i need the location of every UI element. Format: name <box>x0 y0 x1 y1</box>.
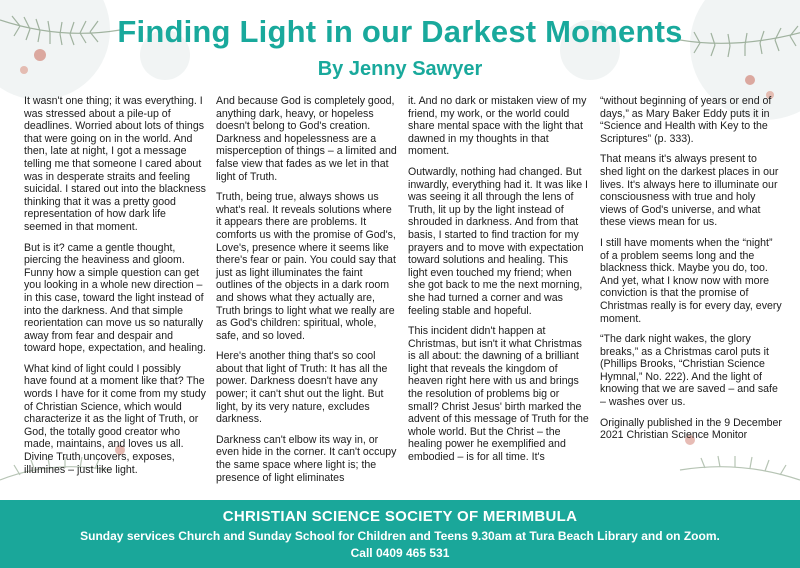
article-paragraph: I still have moments when the “night” of a problem seems long and the blackness thick. Maybe you do, too. And yet, what I know now with more conviction is that the promise of Christmas really is for every day, every moment. <box>600 236 782 325</box>
publication-note: Originally published in the 9 December 2021 Christian Science Monitor <box>600 416 782 442</box>
article-paragraph: Darkness can't elbow its way in, or even hide in the corner. It can't occupy the same space where light is; the presence of light eliminates <box>216 433 397 484</box>
service-times: Sunday services Church and Sunday School for Children and Teens 9.30am at Tura Beach Library and on Zoom. <box>80 529 720 543</box>
article-paragraph: It wasn't one thing; it was everything. I was stressed about a pile-up of deadlines. Worried about lots of things that were going on in the world. And then, late at night, I got a message telling me that someone I cared about was in desperate straits and feeling suicidal. I stared out into the blackness thinking that it was a pretty good representation of how dark life seemed in that moment. <box>24 95 206 233</box>
article-columns <box>24 95 782 495</box>
article-column-4 <box>600 95 782 495</box>
article-column-3 <box>408 95 590 495</box>
article-title: Finding Light in our Darkest Moments <box>117 14 683 49</box>
article-paragraph: Here's another thing that's so cool about that light of Truth: It has all the power. Darkness doesn't have any power; it can't shut out the light. But light, by its very nature, excludes darkness. <box>216 350 388 426</box>
article-paragraph: This incident didn't happen at Christmas, but isn't it what Christmas is all about: the dawning of a brilliant light that reveals the kingdom of heaven right here with us and brings the resolution of problems big or small? Christ Jesus' birth marked the advent of this message of Truth for the whole world. But the Christ – the healing power he exemplified and embodied – is for all time. It's <box>408 325 589 464</box>
article-paragraph: Truth, being true, always shows us what's real. It reveals solutions where it appears there are problems. It comforts us with the promise of God's, Love's, presence where it seems like there's fear or pain. You could say that just as light illuminates the faint outlines of the objects in a dark room and shows what they actually are, Truth brings to light what we really are as God's children: spiritual, whole, safe, and so loved. <box>216 191 396 342</box>
article-paragraph: And because God is completely good, anything dark, heavy, or hopeless doesn't belong to God's creation. Darkness and hopelessness are a misperception of things – a limited and false view that fades as we let in that light of Truth. <box>216 95 397 183</box>
article-byline: By Jenny Sawyer <box>317 58 483 80</box>
article-paragraph: That means it's always present to shed light on the darkest places in our lives. It's always here to illuminate our consciousness with true and holy views of God's universe, and what these views mean for us. <box>600 153 779 229</box>
article-paragraph: “The dark night wakes, the glory breaks,” as a Christmas carol puts it (Phillips Brooks, “Christian Science Hymnal,” No. 222). And the light of knowing that we are saved – and safe – washes over us. <box>600 333 778 409</box>
article-paragraph: “without beginning of years or end of days,” as Mary Baker Eddy puts it in “Science and Health with Key to the Scriptures” (p. 333). <box>600 95 772 145</box>
article-paragraph: But is it? came a gentle thought, piercing the heaviness and gloom. Funny how a simple question can get you looking in a whole new direction – in this case, toward the light instead of into the darkness. And that simple reorientation can move us so naturally away from fear and despair and toward hope, expectation, and healing. <box>24 241 206 355</box>
article-paragraph: Outwardly, nothing had changed. But inwardly, everything had it. It was like I was seeing it all through the lens of Truth, lit up by the light instead of shrouded in darkness. And from that basis, I started to find traction for my prayers and to move with expectation toward solutions and healing. This light even touched my friend; when she got back to me the next morning, she had turned a corner and was feeling stable and hopeful. <box>408 165 588 317</box>
article-paragraph: What kind of light could I possibly have found at a moment like that? The words I have for it come from my study of Christian Science, which would characterize it as the light of Truth, or God, the totally good creator who made, maintains, and loves us all. Divine Truth uncovers, exposes, illumines – just like light. <box>24 362 206 476</box>
article-paragraph: it. And no dark or mistaken view of my friend, my work, or the world could share mental space with the light that dawned in my thoughts in that moment. <box>408 95 587 158</box>
organization-name: CHRISTIAN SCIENCE SOCIETY OF MERIMBULA <box>222 508 578 525</box>
contact-phone: Call 0409 465 531 <box>350 546 450 560</box>
footer-banner <box>0 500 800 568</box>
article-column-1 <box>24 95 206 495</box>
article-column-2 <box>216 95 398 495</box>
